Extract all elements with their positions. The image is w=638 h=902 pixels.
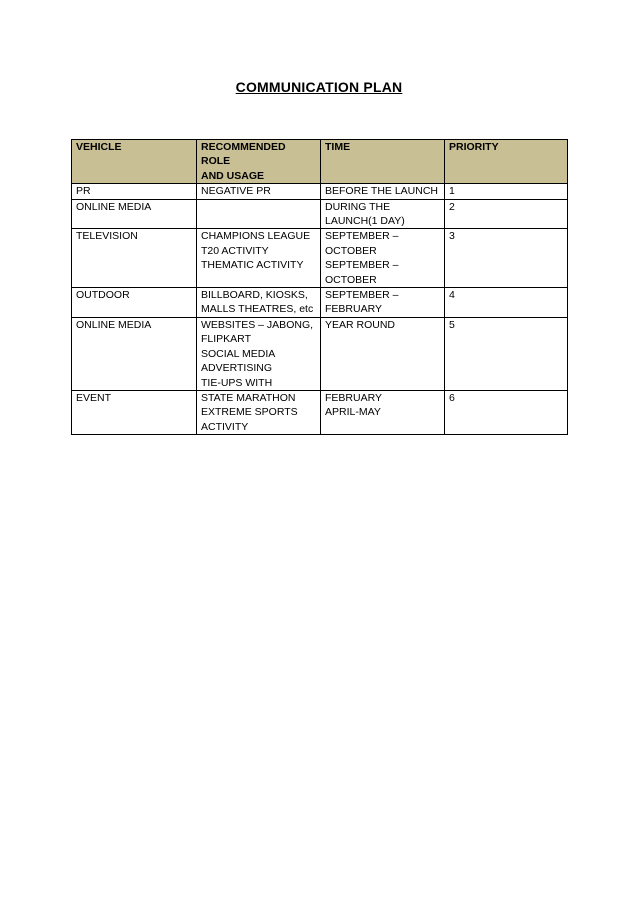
cell-role: CHAMPIONS LEAGUE T20 ACTIVITY THEMATIC ACTIVITY [197, 229, 321, 288]
table-row [72, 288, 568, 318]
cell-role: STATE MARATHON EXTREME SPORTS ACTIVITY [197, 390, 321, 434]
cell-time: YEAR ROUND [321, 317, 445, 390]
communication-plan-table [71, 139, 568, 435]
header-priority: PRIORITY [445, 140, 568, 184]
cell-priority: 4 [445, 288, 568, 318]
cell-vehicle: TELEVISION [72, 229, 197, 288]
table-row [72, 390, 568, 434]
cell-role: WEBSITES – JABONG, FLIPKART SOCIAL MEDIA ADVERTISING TIE-UPS WITH [197, 317, 321, 390]
table-row [72, 229, 568, 288]
cell-time: SEPTEMBER – FEBRUARY [321, 288, 445, 318]
cell-vehicle: EVENT [72, 390, 197, 434]
cell-vehicle: PR [72, 184, 197, 199]
cell-time: FEBRUARY APRIL-MAY [321, 390, 445, 434]
cell-priority: 1 [445, 184, 568, 199]
cell-time: DURING THE LAUNCH(1 DAY) [321, 199, 445, 229]
cell-time: BEFORE THE LAUNCH [321, 184, 445, 199]
header-time: TIME [321, 140, 445, 184]
cell-role [197, 199, 321, 229]
cell-role: NEGATIVE PR [197, 184, 321, 199]
header-vehicle: VEHICLE [72, 140, 197, 184]
cell-role: BILLBOARD, KIOSKS, MALLS THEATRES, etc [197, 288, 321, 318]
cell-priority: 3 [445, 229, 568, 288]
header-recommended-role: RECOMMENDED ROLE AND USAGE [197, 140, 321, 184]
page-title: COMMUNICATION PLAN [235, 79, 403, 95]
cell-priority: 6 [445, 390, 568, 434]
cell-priority: 2 [445, 199, 568, 229]
table-row [72, 184, 568, 199]
table-header-row [72, 140, 568, 184]
cell-vehicle: ONLINE MEDIA [72, 199, 197, 229]
cell-time: SEPTEMBER – OCTOBER SEPTEMBER – OCTOBER [321, 229, 445, 288]
cell-vehicle: ONLINE MEDIA [72, 317, 197, 390]
table-row [72, 199, 568, 229]
cell-priority: 5 [445, 317, 568, 390]
table-row [72, 317, 568, 390]
cell-vehicle: OUTDOOR [72, 288, 197, 318]
